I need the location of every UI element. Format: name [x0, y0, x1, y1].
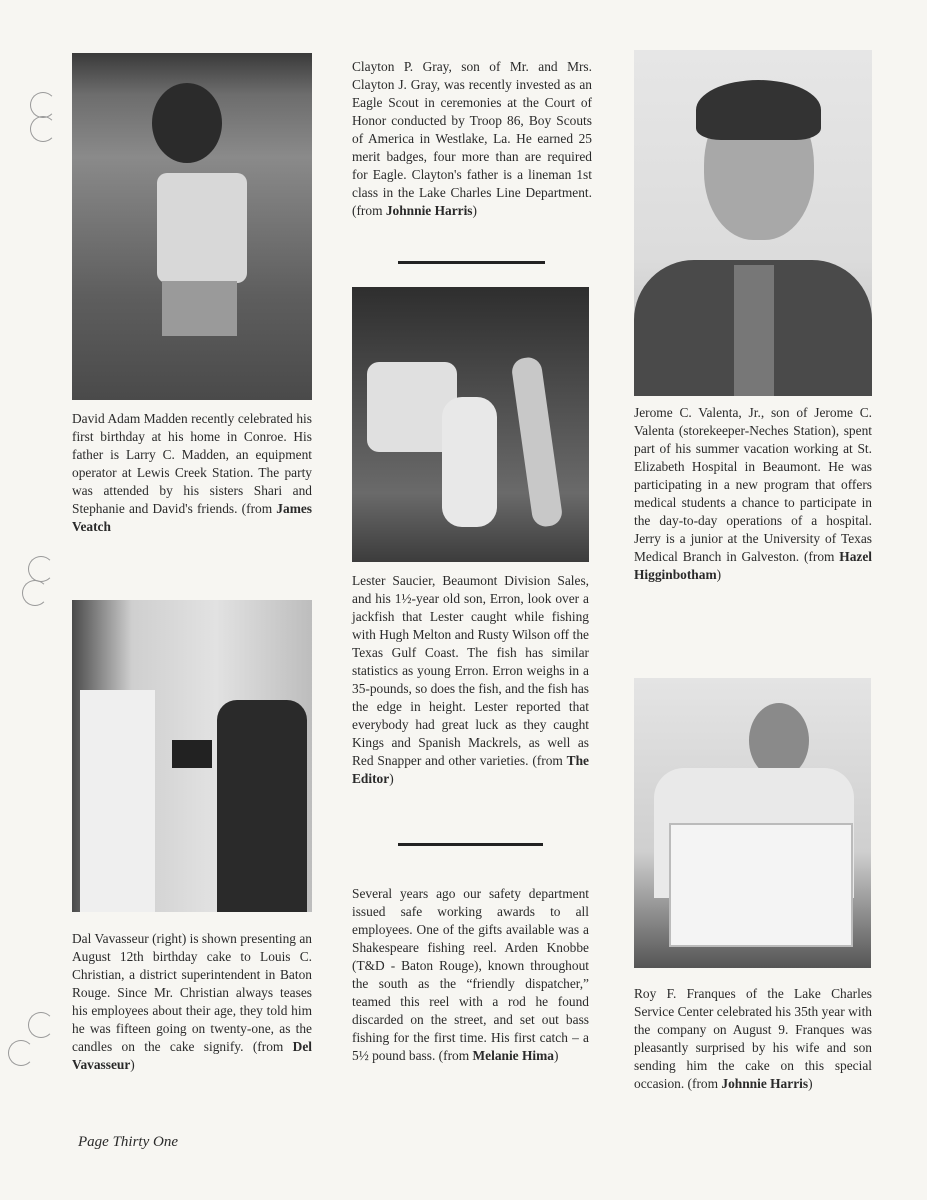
- caption-roy-franques: Roy F. Franques of the Lake Charles Service Center celebrated his 35th year with the company on August 9. Franques was pleasantly surprised by his wife and son sending him the cake on this special occasion. (from Johnnie Harris): [634, 986, 872, 1091]
- photo-jackfish: [352, 287, 589, 562]
- caption-lester-saucier: Lester Saucier, Beaumont Division Sales, and his 1½-year old son, Erron, look over a jackfish that Lester caught while fishing with Hugh Melton and Rusty Wilson off the Texas Gulf Coast. The fish has similar statistics as young Erron. Erron weighs in a 35-pounds, so does the fish, and the fish has the edge in height. Lester reported that everybody had great luck as they caught Kings and Spanish Mackrels, as well as Red Snapper and other varieties. (from The Editor): [352, 573, 589, 786]
- article-clayton-gray: Clayton P. Gray, son of Mr. and Mrs. Clayton J. Gray, was recently invested as an Eagle Scout in ceremonies at the Court of Honor conducted by Troop 86, Boy Scouts of America in Westlake, La. He earned 25 merit badges, four more than are required for Eagle. Clayton's father is a lineman 1st class in the Lake Charles Line Department. (from Johnnie Harris): [352, 59, 592, 218]
- punch-hole: [28, 556, 54, 582]
- divider: [398, 843, 543, 846]
- punch-hole: [30, 116, 56, 142]
- punch-hole: [8, 1040, 34, 1066]
- divider: [398, 261, 545, 264]
- article-arden-knobbe: Several years ago our safety department issued safe working awards to all employees. One of the gifts available was a Shakespeare fishing reel. Arden Knobbe (T&D - Baton Rouge), known throughout the south as the “friendly dispatcher,” teamed this reel with a rod he found discarded on the street, and set out bass fishing for the first time. His first catch – a 5½ pound bass. (from Melanie Hima): [352, 886, 589, 1063]
- photo-roy-franques: [634, 678, 871, 968]
- page-number: Page Thirty One: [78, 1134, 178, 1150]
- photo-birthday-cake-presentation: [72, 600, 312, 912]
- caption-jerome-valenta: Jerome C. Valenta, Jr., son of Jerome C. Valenta (storekeeper-Neches Station), spent part of his summer vacation working at St. Elizabeth Hospital in Beaumont. He was participating in a new program that offers medical students a chance to participate in the day-to-day operations of a hospital. Jerry is a junior at the University of Texas Medical Branch in Galveston. (from Hazel Higginbotham): [634, 405, 872, 582]
- photo-birthday-toddler: [72, 53, 312, 400]
- photo-jerome-valenta: [634, 50, 872, 396]
- punch-hole: [28, 1012, 54, 1038]
- caption-david-madden: David Adam Madden recently celebrated his first birthday at his home in Conroe. His father is Larry C. Madden, an equipment operator at Lewis Creek Station. The party was attended by his sisters Shari and Stephanie and David's friends. (from James Veatch: [72, 411, 312, 534]
- caption-dal-vavasseur: Dal Vavasseur (right) is shown presenting an August 12th birthday cake to Louis C. Christian, a district superintendent in Baton Rouge. Since Mr. Christian always teases his employees about their age, they told him he was fifteen going on twenty-one, as the candles on the cake signify. (from Del Vavasseur): [72, 931, 312, 1072]
- punch-hole: [22, 580, 48, 606]
- punch-hole: [30, 92, 56, 118]
